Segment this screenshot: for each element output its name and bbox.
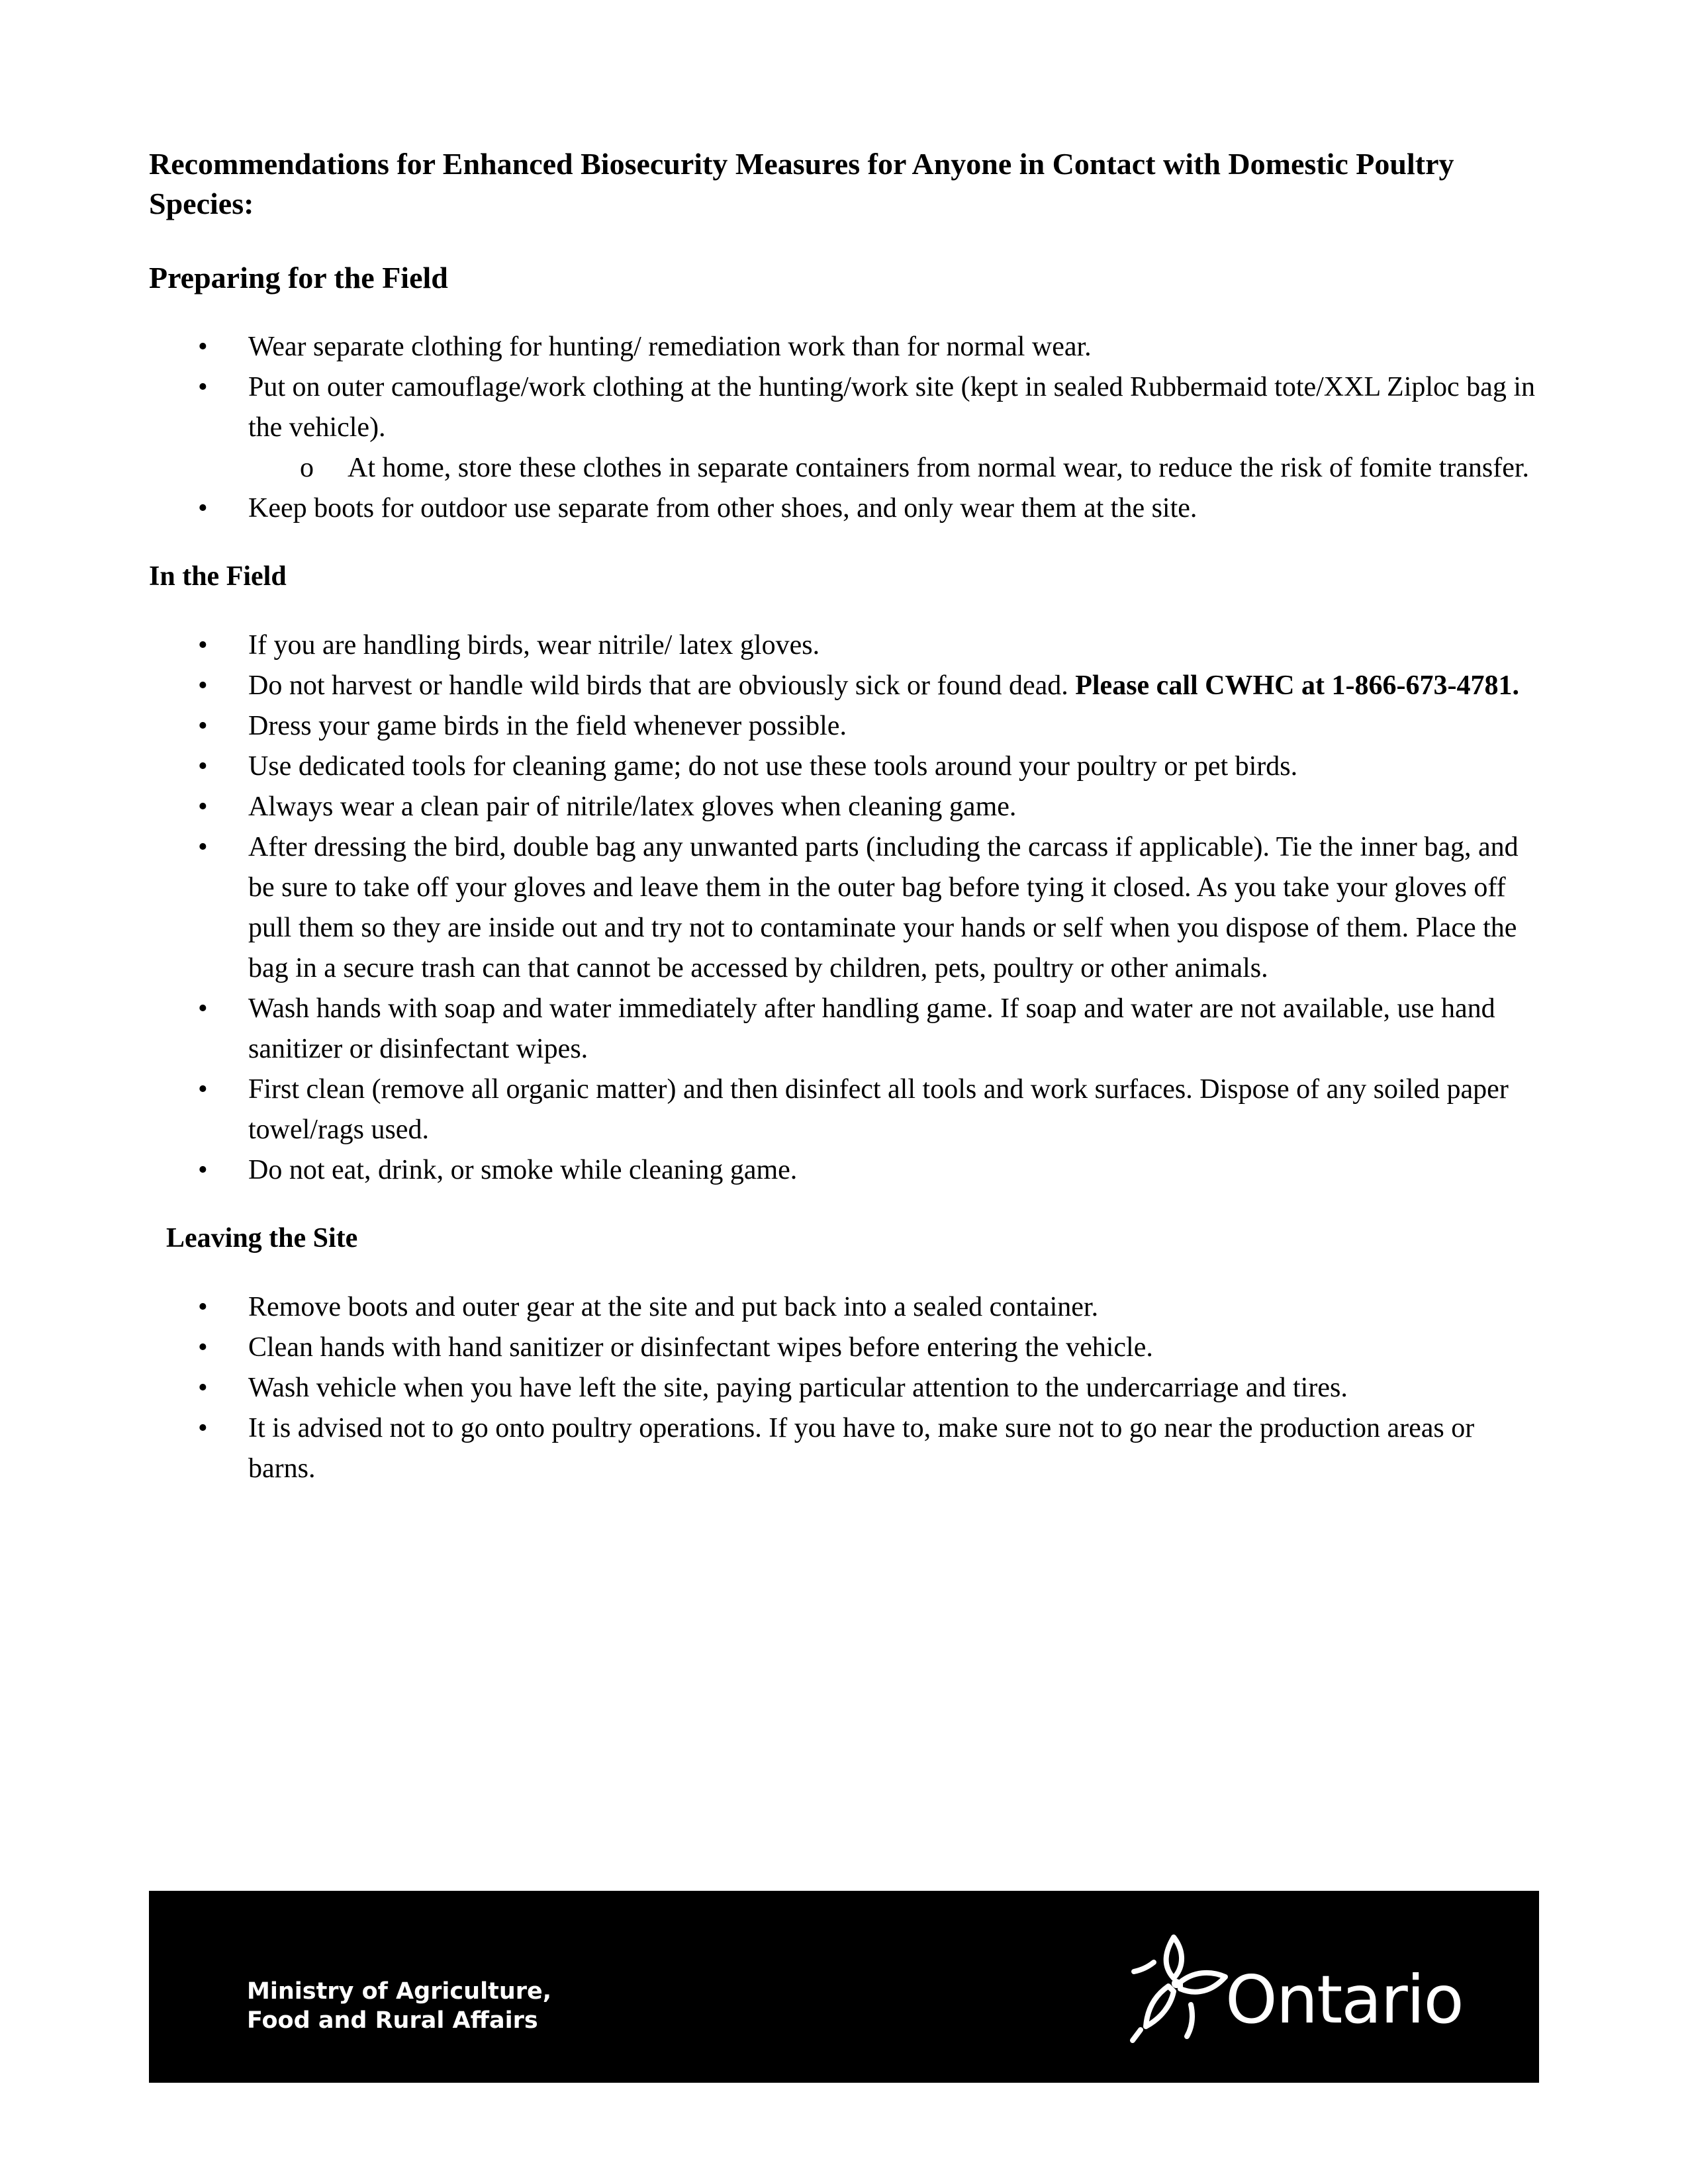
bullet-icon: • — [198, 372, 208, 402]
list-item-text: Wash hands with soap and water immediately after handling game. If soap and water are not available, use hand sanitizer or disinfectant wipes. — [248, 993, 1495, 1064]
list-item — [149, 747, 1546, 787]
list-item-text: Remove boots and outer gear at the site and put back into a sealed container. — [248, 1292, 1099, 1322]
document-body — [149, 144, 1546, 1489]
ontario-wordmark: Ontario — [1225, 1961, 1463, 2038]
bullet-icon: • — [198, 711, 208, 741]
leaving-the-site-list — [149, 1287, 1546, 1489]
bullet-icon: • — [198, 832, 208, 862]
list-item — [149, 327, 1546, 367]
section-heading-in-the-field: In the Field — [149, 561, 287, 592]
bullet-icon: • — [198, 751, 208, 782]
list-item — [149, 625, 1546, 666]
bullet-icon: • — [198, 493, 208, 523]
list-item — [149, 1328, 1546, 1368]
bullet-icon: • — [198, 1074, 208, 1105]
bullet-icon: • — [198, 630, 208, 660]
bullet-icon: • — [198, 1292, 208, 1322]
sub-list-item-text: At home, store these clothes in separate containers from normal wear, to reduce the risk of fomite transfer. — [348, 453, 1530, 483]
cwhc-phone-callout: Please call CWHC at 1-866-673-4781. — [1075, 670, 1519, 701]
list-item — [149, 1408, 1546, 1489]
list-item-text: Do not eat, drink, or smoke while cleaning game. — [248, 1155, 798, 1185]
list-item-text: If you are handling birds, wear nitrile/ latex gloves. — [248, 630, 820, 660]
document-title: Recommendations for Enhanced Biosecurity Measures for Anyone in Contact with Domestic Poultry Species: — [149, 147, 1454, 220]
list-item-text: Always wear a clean pair of nitrile/latex gloves when cleaning game. — [248, 792, 1017, 822]
list-item-text: Put on outer camouflage/work clothing at the hunting/work site (kept in sealed Rubbermaid tote/XXL Ziploc bag in the vehicle). — [248, 372, 1535, 443]
list-item — [149, 666, 1546, 706]
in-the-field-list — [149, 625, 1546, 1191]
bullet-icon: • — [198, 670, 208, 701]
list-item — [149, 706, 1546, 747]
sub-bullet-icon: o — [300, 453, 314, 483]
bullet-icon: • — [198, 1373, 208, 1403]
sub-list-item — [248, 448, 1546, 488]
list-item-text: Use dedicated tools for cleaning game; do not use these tools around your poultry or pet birds. — [248, 751, 1298, 782]
bullet-icon: • — [198, 1413, 208, 1443]
list-item — [149, 1069, 1546, 1150]
list-item — [149, 989, 1546, 1069]
bullet-icon: • — [198, 993, 208, 1024]
section-heading-preparing: Preparing for the Field — [149, 261, 448, 295]
list-item-text: First clean (remove all organic matter) and then disinfect all tools and work surfaces. Dispose of any soiled paper towel/rags used. — [248, 1074, 1509, 1145]
list-item-text: Wash vehicle when you have left the site, paying particular attention to the undercarriage and tires. — [248, 1373, 1348, 1403]
list-item — [149, 827, 1546, 989]
list-item-text: After dressing the bird, double bag any unwanted parts (including the carcass if applicable). Tie the inner bag, and be sure to take off your gloves and leave them in the outer bag before tying it closed. As you take your gloves off pull them so they are inside out and try not to contaminate your hands or self when you dispose of them. Place the bag in a secure trash can that cannot be accessed by children, pets, poultry or other animals. — [248, 832, 1519, 983]
list-item-text: Dress your game birds in the field whenever possible. — [248, 711, 847, 741]
list-item-text: Keep boots for outdoor use separate from other shoes, and only wear them at the site. — [248, 493, 1197, 523]
list-item-text: Do not harvest or handle wild birds that are obviously sick or found dead. — [248, 670, 1076, 701]
list-item — [149, 1287, 1546, 1328]
ontario-logo — [1127, 1931, 1463, 2043]
preparing-list — [149, 327, 1546, 529]
list-item — [149, 1368, 1546, 1408]
ministry-name: Ministry of Agriculture, Food and Rural Affairs — [247, 1978, 552, 2034]
section-heading-leaving-the-site: Leaving the Site — [166, 1223, 358, 1253]
list-item-text: Wear separate clothing for hunting/ remediation work than for normal wear. — [248, 332, 1092, 362]
list-item — [149, 367, 1546, 488]
bullet-icon: • — [198, 1155, 208, 1185]
trillium-icon — [1127, 1931, 1230, 2043]
bullet-icon: • — [198, 332, 208, 362]
list-item-text: Clean hands with hand sanitizer or disinfectant wipes before entering the vehicle. — [248, 1332, 1153, 1363]
list-item — [149, 787, 1546, 827]
sub-list — [248, 448, 1546, 488]
footer-banner — [149, 1891, 1539, 2083]
list-item — [149, 488, 1546, 529]
list-item-text: It is advised not to go onto poultry operations. If you have to, make sure not to go near the production areas or barns. — [248, 1413, 1475, 1484]
bullet-icon: • — [198, 1332, 208, 1363]
bullet-icon: • — [198, 792, 208, 822]
list-item — [149, 1150, 1546, 1191]
